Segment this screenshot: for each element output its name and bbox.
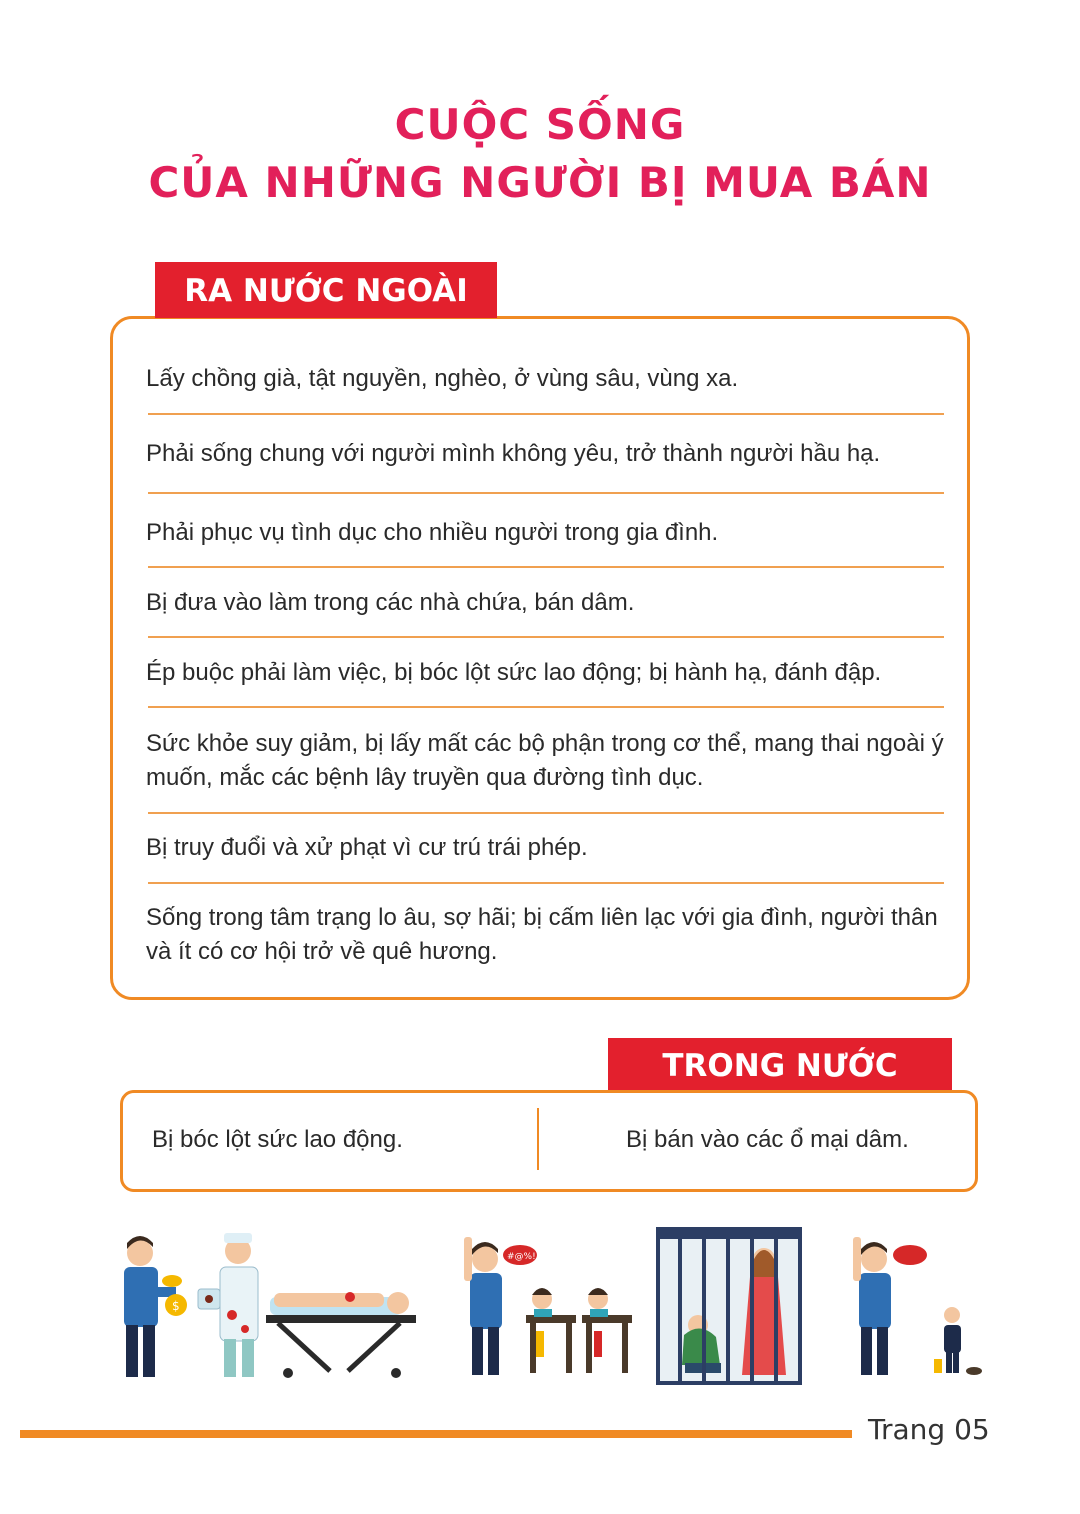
- abroad-label: RA NƯỚC NGOÀI: [155, 262, 497, 318]
- divider: [148, 566, 944, 568]
- divider: [148, 413, 944, 415]
- angry-man-child-icon: [853, 1237, 982, 1375]
- page-title-line1: CUỘC SỐNG: [394, 100, 686, 149]
- domestic-label: TRONG NƯỚC: [608, 1038, 952, 1090]
- page-number: Trang 05: [868, 1413, 990, 1446]
- abroad-item-2: Phải sống chung với người mình không yêu, trở thành người hầu hạ.: [146, 440, 881, 467]
- divider: [148, 636, 944, 638]
- abroad-item-8: Sống trong tâm trạng lo âu, sợ hãi; bị cấm liên lạc với gia đình, người thân và ít có cơ hội trở về quê hương.: [146, 904, 938, 965]
- divider: [148, 882, 944, 884]
- abroad-item-4: Bị đưa vào làm trong các nhà chứa, bán dâm.: [146, 589, 635, 616]
- page-title-line2: CỦA NHỮNG NGƯỜI BỊ MUA BÁN: [148, 158, 932, 207]
- illustration-strip: [110, 1225, 990, 1395]
- prison-icon: [658, 1229, 800, 1383]
- footer-line: [20, 1430, 852, 1438]
- divider: [148, 706, 944, 708]
- divider: [148, 492, 944, 494]
- angry-boss-icon: [464, 1237, 537, 1375]
- patient-bed-icon: [266, 1292, 416, 1378]
- abroad-item-1: Lấy chồng già, tật nguyền, nghèo, ở vùng sâu, vùng xa.: [146, 365, 739, 392]
- svg-text:$: $: [172, 1299, 180, 1313]
- divider: [148, 812, 944, 814]
- abroad-item-6: Sức khỏe suy giảm, bị lấy mất các bộ phận trong cơ thể, mang thai ngoài ý muốn, mắc các bệnh lây truyền qua đường tình dục.: [146, 730, 944, 791]
- domestic-item-2: Bị bán vào các ổ mại dâm.: [626, 1126, 909, 1153]
- abroad-item-3: Phải phục vụ tình dục cho nhiều người trong gia đình.: [146, 519, 719, 546]
- doctor-icon: [198, 1233, 258, 1377]
- domestic-item-1: Bị bóc lột sức lao động.: [152, 1126, 403, 1153]
- abroad-item-5: Ép buộc phải làm việc, bị bóc lột sức lao động; bị hành hạ, đánh đập.: [146, 659, 882, 686]
- speech-text: #@%!: [507, 1252, 536, 1262]
- workers-icon: [526, 1288, 632, 1373]
- domestic-divider: [537, 1108, 539, 1170]
- abroad-item-7: Bị truy đuổi và xử phạt vì cư trú trái phép.: [146, 834, 588, 861]
